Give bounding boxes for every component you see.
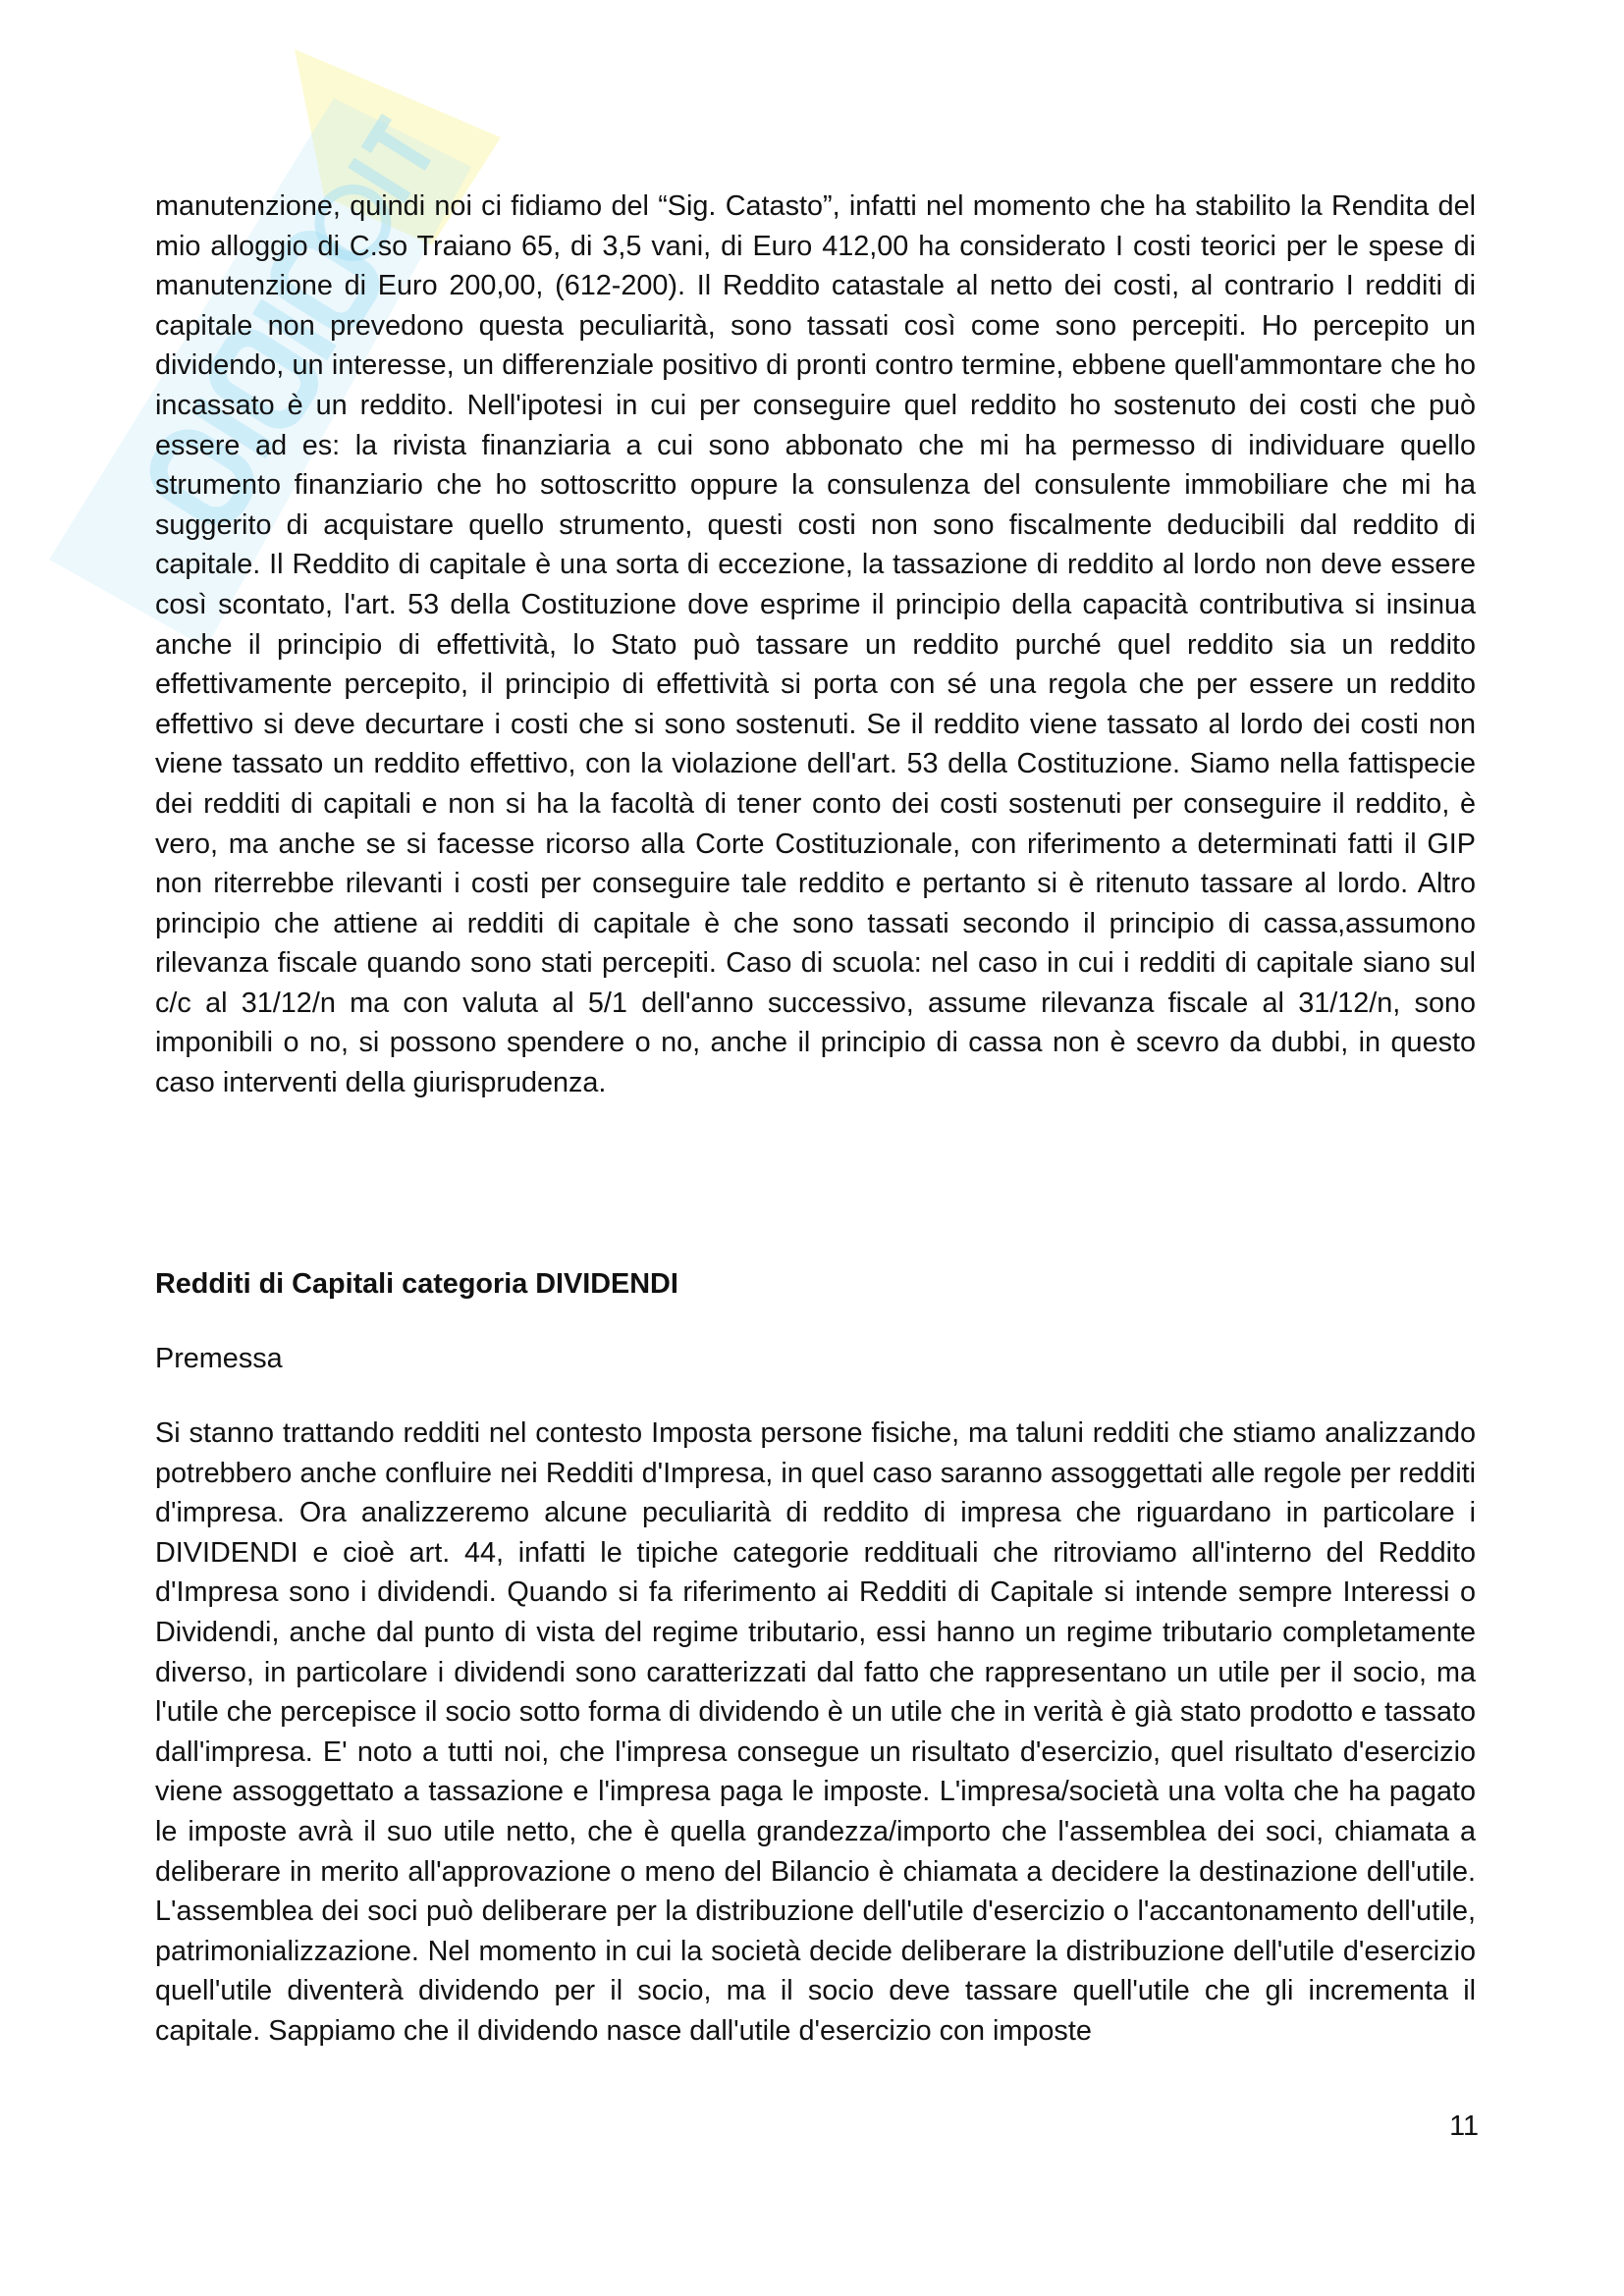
section-subheading: Premessa — [155, 1343, 283, 1374]
body-paragraph: manutenzione, quindi noi ci fidiamo del “Sig. Catasto”, infatti nel momento che ha stabilito la Rendita del mio alloggio di C.so Traiano 65, di 3,5 vani, di Euro 412,00 ha considerato I costi teorici per le spese di manutenzione di Euro 200,00, (612-200). Il Reddito catastale al netto dei costi, al contrario I redditi di capitale non prevedono questa peculiarità, sono tassati così come sono percepiti. Ho percepito un dividendo, un interesse, un differenziale positivo di pronti contro termine, ebbene quell'ammontare che ho incassato è un reddito. Nell'ipotesi in cui per conseguire quel reddito ho sostenuto dei costi che può essere ad es: la rivista finanziaria a cui sono abbonato che mi ha permesso di individuare quello strumento finanziario che ho sottoscritto oppure la consulenza del consulente immobiliare che mi ha suggerito di acquistare quello strumento, questi costi non sono fiscalmente deducibili dal reddito di capitale. Il Reddito di capitale è una sorta di eccezione, la tassazione di reddito al lordo non deve essere così scontato, l'art. 53 della Costituzione dove esprime il principio della capacità contributiva si insinua anche il principio di effettività, lo Stato può tassare un reddito purché quel reddito sia un reddito effettivamente percepito, il principio di effettività si porta con sé una regola che per essere un reddito effettivo si deve decurtare i costi che si sono sostenuti. Se il reddito viene tassato al lordo dei costi non viene tassato un reddito effettivo, con la violazione dell'art. 53 della Costituzione. Siamo nella fattispecie dei redditi di capitali e non si ha la facoltà di tener conto dei costi sostenuti per conseguire il reddito, è vero, ma anche se si facesse ricorso alla Corte Costituzionale, con riferimento a determinati fatti il GIP non riterrebbe rilevanti i costi per conseguire tale reddito e pertanto si è ritenuto tassare al lordo. Altro principio che attiene ai redditi di capitale è che sono tassati secondo il principio di cassa,assumono rilevanza fiscale quando sono stati percepiti. Caso di scuola: nel caso in cui i redditi di capitale siano sul c/c al 31/12/n ma con valuta al 5/1 dell'anno successivo, assume rilevanza fiscale al 31/12/n, sono imponibili o no, si possono spendere o no, anche il principio di cassa non è scevro da dubbi, in questo caso interventi della giurisprudenza. — [155, 190, 1476, 1099]
section-heading: Redditi di Capitali categoria DIVIDENDI — [155, 1268, 678, 1300]
body-paragraph: Si stanno trattando redditi nel contesto Imposta persone fisiche, ma taluni redditi che stiamo analizzando potrebbero anche confluire nei Redditi d'Impresa, in quel caso saranno assoggettati alle regole per redditi d'impresa. Ora analizzeremo alcune peculiarità di reddito di impresa che riguardano in particolare i DIVIDENDI e cioè art. 44, infatti le tipiche categorie reddituali che ritroviamo all'interno del Reddito d'Impresa sono i dividendi. Quando si fa riferimento ai Redditi di Capitale si intende sempre Interessi o Dividendi, anche dal punto di vista del regime tributario, essi hanno un regime tributario completamente diverso, in particolare i dividendi sono caratterizzati dal fatto che rappresentano un utile per il socio, ma l'utile che percepisce il socio sotto forma di dividendo è un utile che in verità è già stato prodotto e tassato dall'impresa. E' noto a tutti noi, che l'impresa consegue un risultato d'esercizio, quel risultato d'esercizio viene assoggettato a tassazione e l'impresa paga le imposte. L'impresa/società una volta che ha pagato le imposte avrà il suo utile netto, che è quella grandezza/importo che l'assemblea dei soci, chiamata a deliberare in merito all'approvazione o meno del Bilancio è chiamata a decidere la destinazione dell'utile. L'assemblea dei soci può deliberare per la distribuzione dell'utile d'esercizio o l'accantonamento dell'utile, patrimonializzazione. Nel momento in cui la società decide deliberare la distribuzione dell'utile d'esercizio quell'utile diventerà dividendo per il socio, ma il socio deve tassare quell'utile che gli incrementa il capitale. Sappiamo che il dividendo nasce dall'utile d'esercizio con imposte — [155, 1417, 1476, 2047]
page-number: 11 — [1449, 2110, 1479, 2142]
